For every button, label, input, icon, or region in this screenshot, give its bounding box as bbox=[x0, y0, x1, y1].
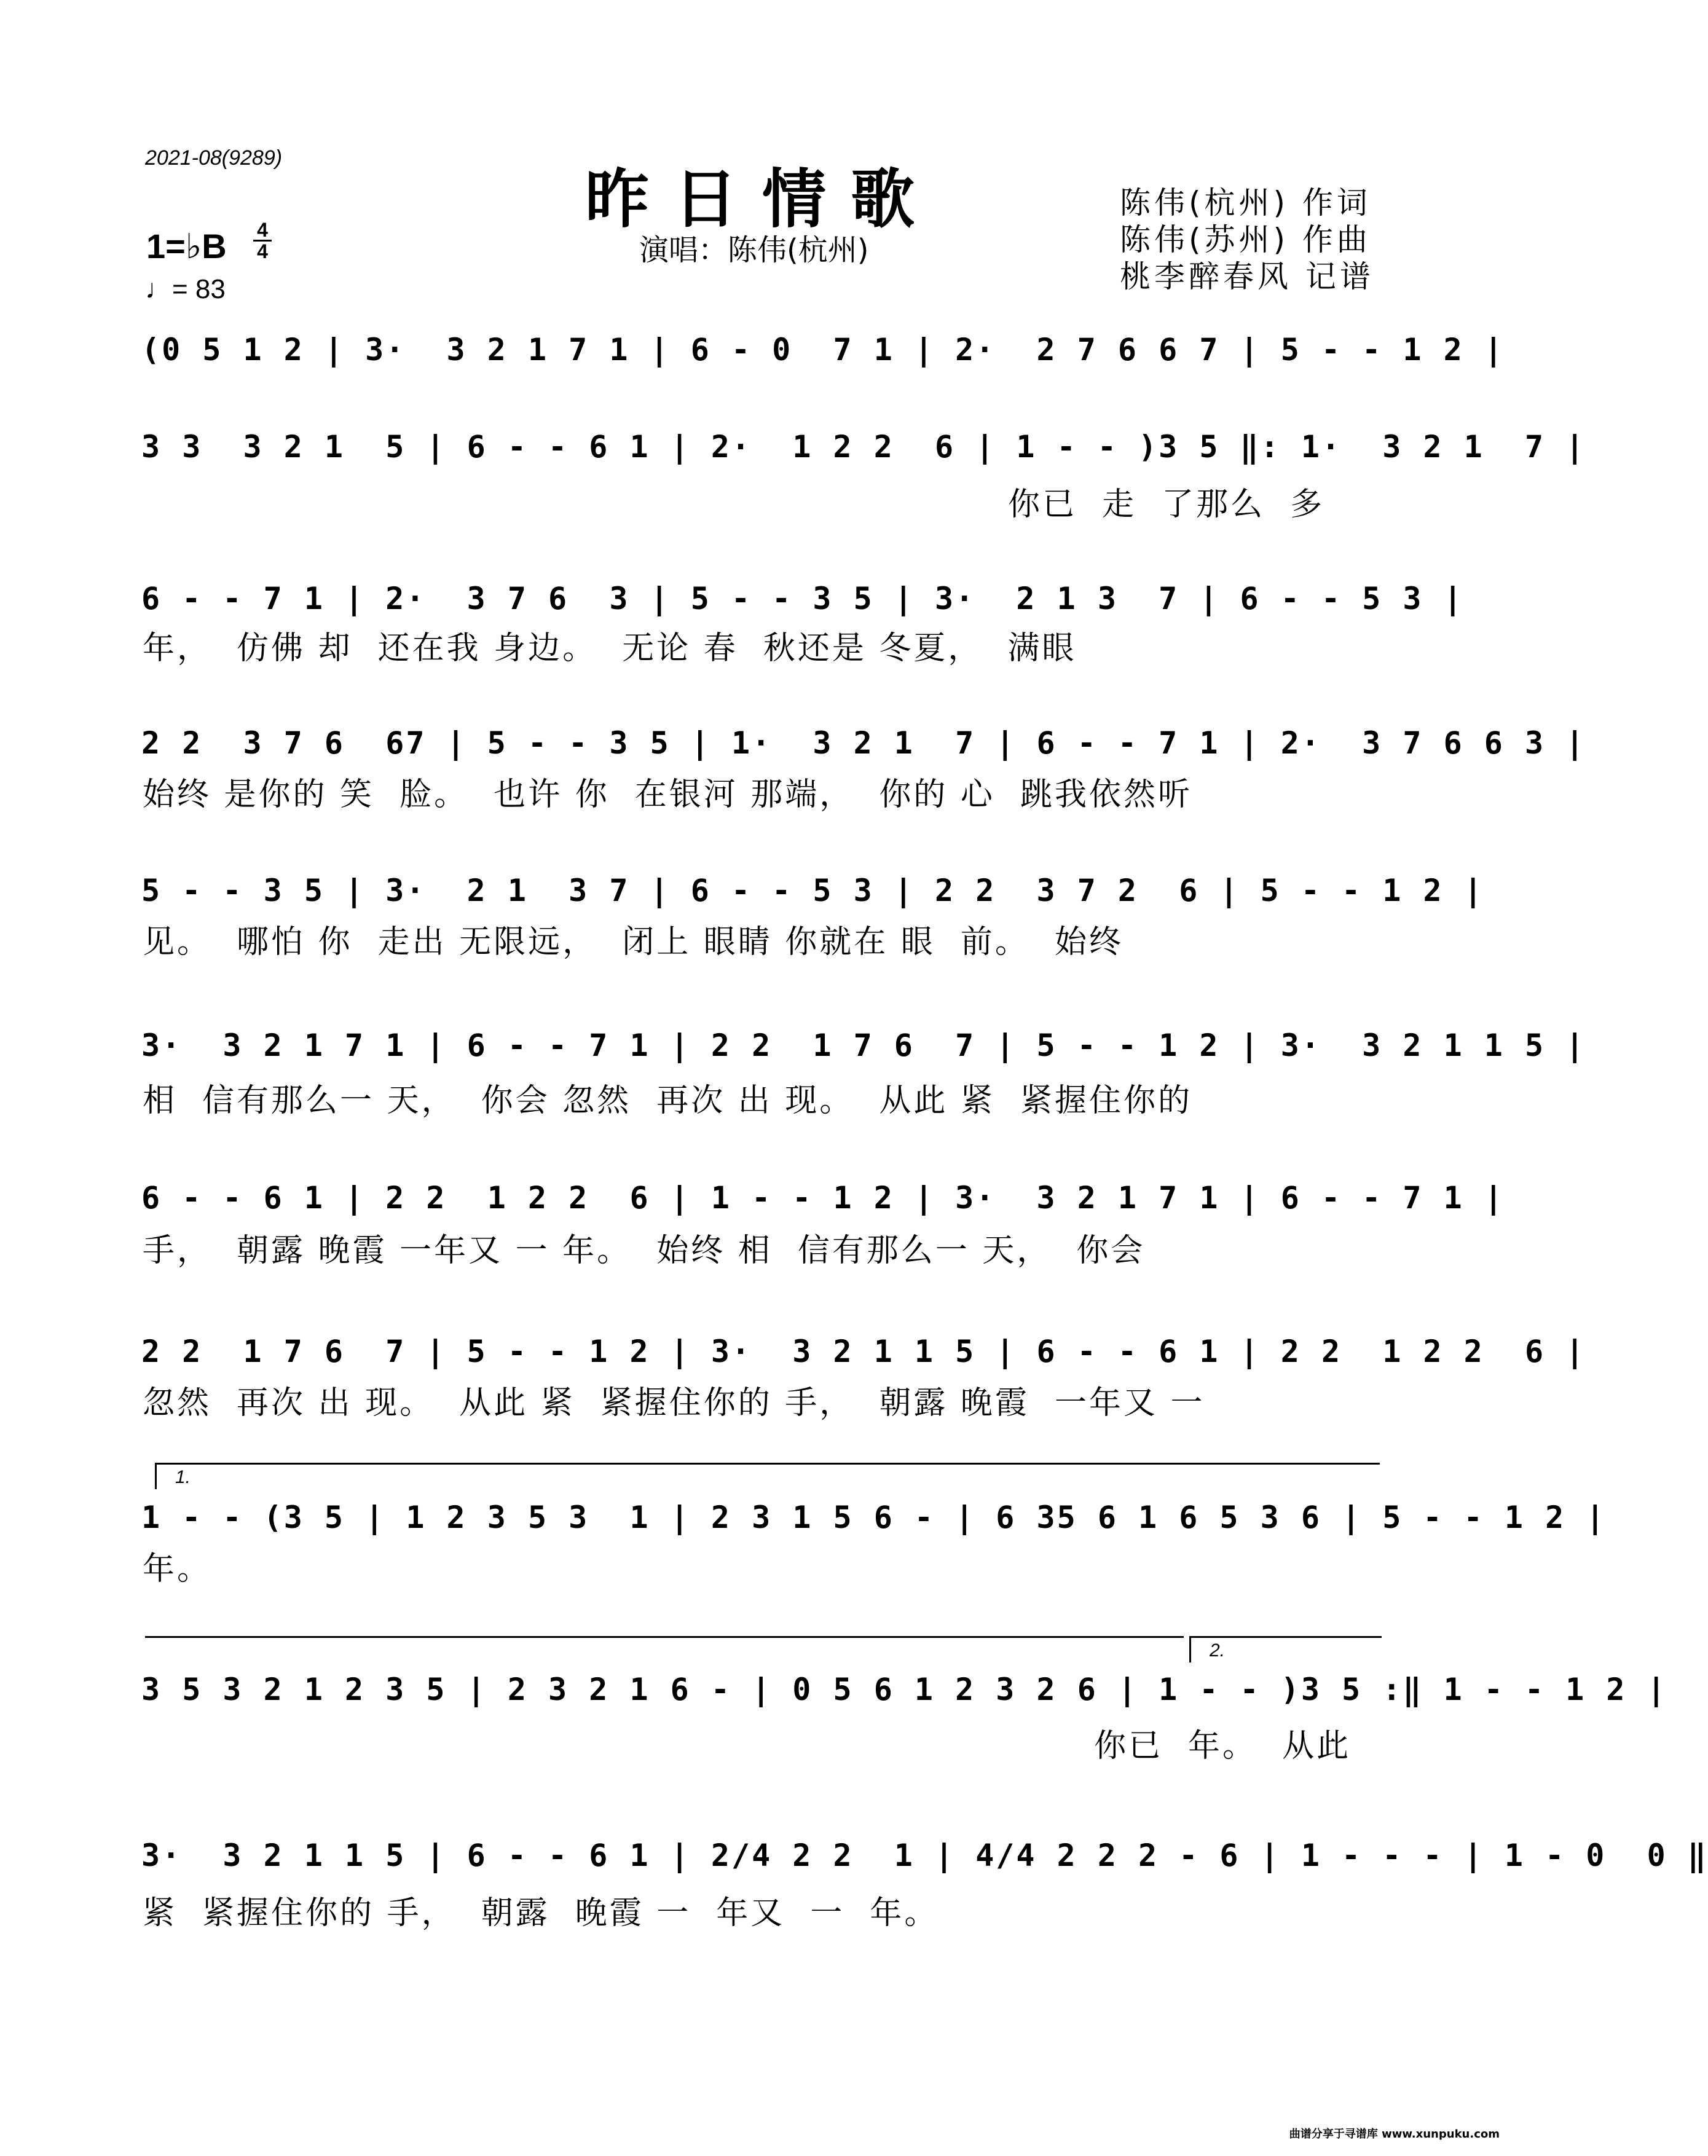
lyrics-line-7: 手， 朝露 晚霞 一年又 一 年。 始终 相 信有那么一 天， 你会 bbox=[143, 1232, 1146, 1269]
time-signature bbox=[253, 221, 272, 260]
lyrics-line-2: 你已 走 了那么 多 bbox=[1008, 486, 1325, 523]
notes-line-6: 3· 3 2 1 7 1 | 6 - - 7 1 | 2 2 1 7 6 7 | 5 - - 1 2 | 3· 3 2 1 1 5 | bbox=[141, 1028, 1586, 1063]
notes-line-11: 3· 3 2 1 1 5 | 6 - - 6 1 | 2/4 2 2 1 | 4/4 2 2 2 - 6 | 1 - - - | 1 - 0 0 ‖ bbox=[141, 1838, 1708, 1873]
notes-line-9: 1 - - (3 5 | 1 2 3 5 3 1 | 2 3 1 5 6 - | 6 35 6 1 6 5 3 6 | 5 - - 1 2 | bbox=[141, 1500, 1607, 1535]
footer-watermark: 曲谱分享于寻谱库 www.xunpuku.com bbox=[1289, 2128, 1500, 2141]
lyricist-credit: 陈伟(杭州) 作词 bbox=[1120, 185, 1371, 221]
singer-credit: 演唱：陈伟(杭州) bbox=[639, 233, 869, 267]
composer-credit: 陈伟(苏州) 作曲 bbox=[1120, 222, 1371, 258]
notes-line-2: 3 3 3 2 1 5 | 6 - - 6 1 | 2· 1 2 2 6 | 1 - - )3 5 ‖: 1· 3 2 1 7 | bbox=[141, 429, 1586, 465]
first-ending-label: 1. bbox=[175, 1467, 191, 1487]
lyrics-line-9: 年。 bbox=[143, 1551, 212, 1587]
notes-line-5: 5 - - 3 5 | 3· 2 1 3 7 | 6 - - 5 3 | 2 2 3 7 2 6 | 5 - - 1 2 | bbox=[141, 873, 1484, 908]
lyrics-line-5: 见。 哪怕 你 走出 无限远， 闭上 眼睛 你就在 眼 前。 始终 bbox=[143, 924, 1124, 961]
first-ending-continuation bbox=[145, 1636, 1184, 1638]
lyrics-line-10: 你已 年。 从此 bbox=[1094, 1728, 1352, 1765]
second-ending-bracket bbox=[1189, 1636, 1382, 1662]
lyrics-line-4: 始终 是你的 笑 脸。 也许 你 在银河 那端， 你的 心 跳我依然听 bbox=[143, 776, 1192, 813]
tempo-marking: ♩= 83 bbox=[145, 274, 226, 304]
lyrics-line-11: 紧 紧握住你的 手， 朝露 晚霞 一 年又 一 年。 bbox=[143, 1895, 939, 1932]
first-ending-bracket bbox=[155, 1463, 1380, 1489]
transcriber-credit: 桃李醉春风 记谱 bbox=[1120, 259, 1374, 294]
second-ending-label: 2. bbox=[1210, 1640, 1226, 1661]
time-bottom: 4 bbox=[257, 240, 268, 262]
time-top: 4 bbox=[257, 219, 268, 241]
lyrics-line-6: 相 信有那么一 天， 你会 忽然 再次 出 现。 从此 紧 紧握住你的 bbox=[143, 1082, 1192, 1119]
notes-line-10: 3 5 3 2 1 2 3 5 | 2 3 2 1 6 - | 0 5 6 1 2 3 2 6 | 1 - - )3 5 :‖ 1 - - 1 2 | bbox=[141, 1672, 1667, 1707]
notes-line-8: 2 2 1 7 6 7 | 5 - - 1 2 | 3· 3 2 1 1 5 | 6 - - 6 1 | 2 2 1 2 2 6 | bbox=[141, 1334, 1586, 1369]
lyrics-line-3: 年， 仿佛 却 还在我 身边。 无论 春 秋还是 冬夏， 满眼 bbox=[143, 630, 1077, 667]
song-title: 昨日情歌 bbox=[584, 162, 939, 237]
notes-line-1: (0 5 1 2 | 3· 3 2 1 7 1 | 6 - 0 7 1 | 2· 2 7 6 6 7 | 5 - - 1 2 | bbox=[141, 332, 1505, 368]
notes-line-7: 6 - - 6 1 | 2 2 1 2 2 6 | 1 - - 1 2 | 3· 3 2 1 7 1 | 6 - - 7 1 | bbox=[141, 1180, 1505, 1216]
key-signature: 1=♭B bbox=[146, 227, 227, 266]
notes-line-3: 6 - - 7 1 | 2· 3 7 6 3 | 5 - - 3 5 | 3· 2 1 3 7 | 6 - - 5 3 | bbox=[141, 581, 1464, 616]
lyrics-line-8: 忽然 再次 出 现。 从此 紧 紧握住你的 手， 朝露 晚霞 一年又 一 bbox=[143, 1385, 1205, 1422]
notes-line-4: 2 2 3 7 6 67 | 5 - - 3 5 | 1· 3 2 1 7 | 6 - - 7 1 | 2· 3 7 6 6 3 | bbox=[141, 725, 1586, 761]
score-code: 2021-08(9289) bbox=[145, 146, 283, 170]
credits-block bbox=[1120, 184, 1374, 295]
